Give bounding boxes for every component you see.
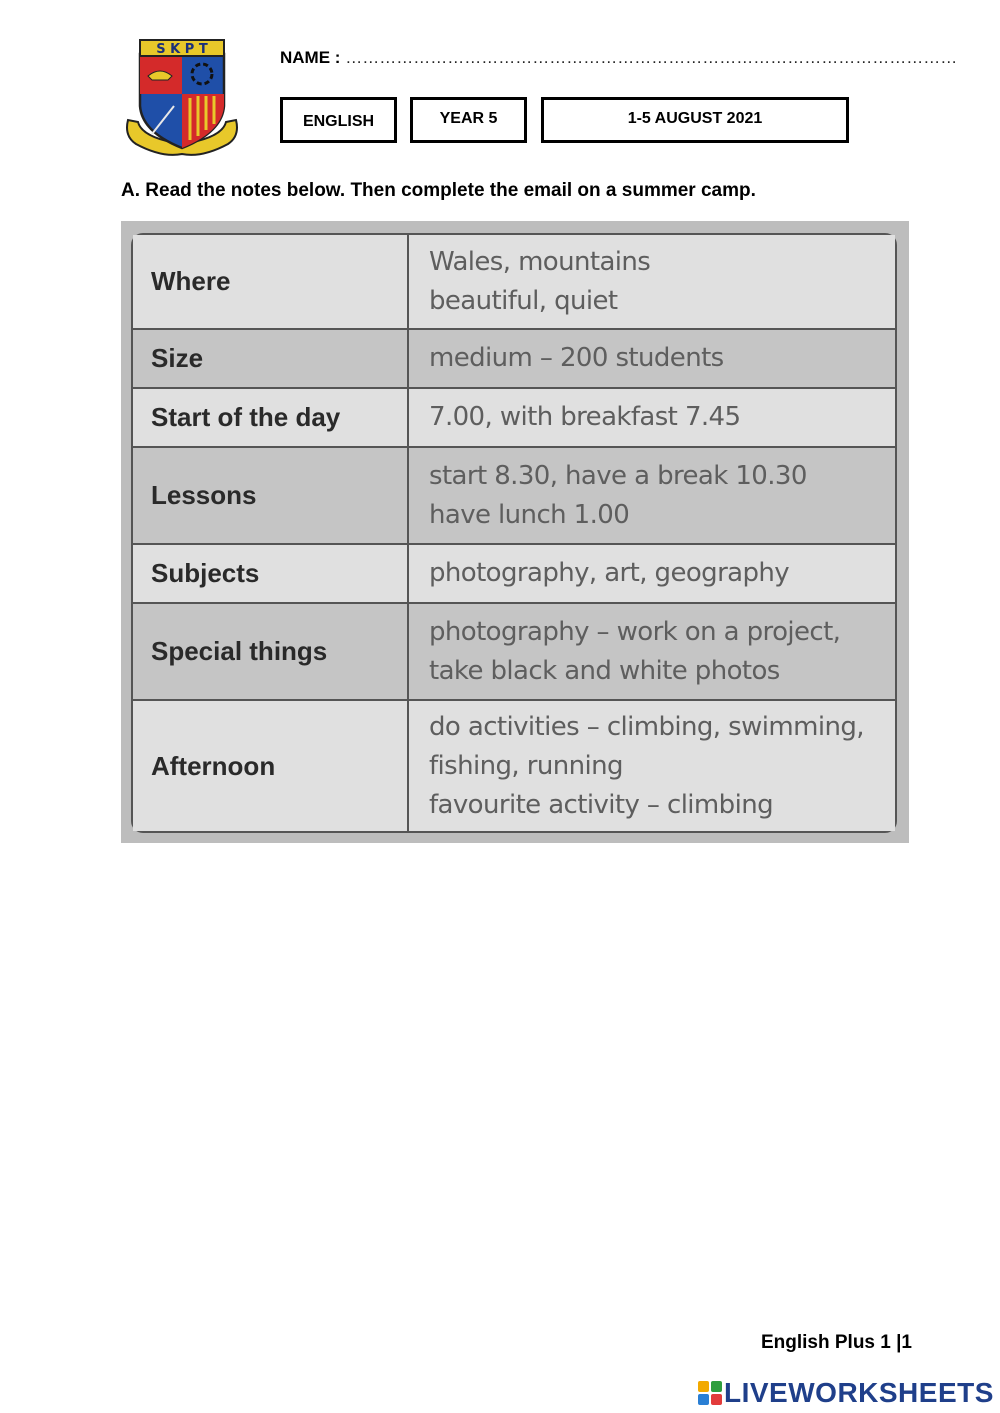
notes-label: Special things (133, 603, 408, 700)
notes-value-line: medium – 200 students (429, 343, 724, 373)
notes-label: Afternoon (133, 700, 408, 831)
notes-value (408, 700, 895, 831)
notes-value-line: 7.00, with breakfast 7.45 (429, 402, 741, 432)
subject-text: ENGLISH (302, 113, 375, 130)
notes-value (408, 544, 895, 603)
notes-table-frame (131, 233, 897, 833)
notes-value (408, 329, 895, 388)
liveworksheets-brand[interactable] (698, 1377, 994, 1409)
notes-value-line: photography – work on a project, (429, 616, 841, 647)
notes-row-afternoon (133, 700, 895, 831)
svg-text:S K P T: S K P T (156, 42, 208, 57)
notes-label: Start of the day (133, 388, 408, 447)
notes-row-subjects (133, 544, 895, 603)
notes-value-line: start 8.30, have a break 10.30 (429, 460, 807, 491)
name-line (280, 48, 958, 68)
notes-value (408, 235, 895, 329)
subject-box (280, 97, 397, 143)
notes-row-where (133, 235, 895, 329)
notes-label: Where (133, 235, 408, 329)
liveworksheets-wordmark: LIVEWORKSHEETS (724, 1377, 994, 1408)
notes-value-line: fishing, running (429, 750, 623, 781)
notes-value-line: beautiful, quiet (429, 285, 618, 316)
notes-label: Size (133, 329, 408, 388)
notes-value-line: favourite activity – climbing (429, 789, 773, 820)
instruction-text: A. Read the notes below. Then complete the email on a summer camp. (121, 180, 756, 201)
liveworksheets-icon (698, 1381, 722, 1405)
notes-label: Subjects (133, 544, 408, 603)
notes-value-line: take black and white photos (429, 655, 780, 686)
notes-value (408, 447, 895, 544)
notes-value-line: do activities – climbing, swimming, (429, 711, 864, 742)
notes-row-special (133, 603, 895, 700)
notes-value-line: have lunch 1.00 (429, 499, 630, 530)
page-footer: English Plus 1 |1 (760, 1332, 912, 1353)
name-blank[interactable]: ……………………………………………………………………………………………… (345, 48, 958, 67)
year-box (410, 97, 527, 143)
year-text: YEAR 5 (439, 110, 498, 127)
school-crest-logo (118, 36, 246, 160)
date-box (541, 97, 849, 143)
notes-row-size (133, 329, 895, 388)
notes-label: Lessons (133, 447, 408, 544)
notes-table (133, 235, 895, 831)
notes-value-line: photography, art, geography (429, 558, 790, 588)
notes-row-lessons (133, 447, 895, 544)
date-text: 1-5 AUGUST 2021 (627, 110, 763, 127)
name-label: NAME : (280, 48, 341, 67)
notes-value-line: Wales, mountains (429, 246, 651, 277)
notes-value (408, 603, 895, 700)
notes-value (408, 388, 895, 447)
notes-row-start (133, 388, 895, 447)
